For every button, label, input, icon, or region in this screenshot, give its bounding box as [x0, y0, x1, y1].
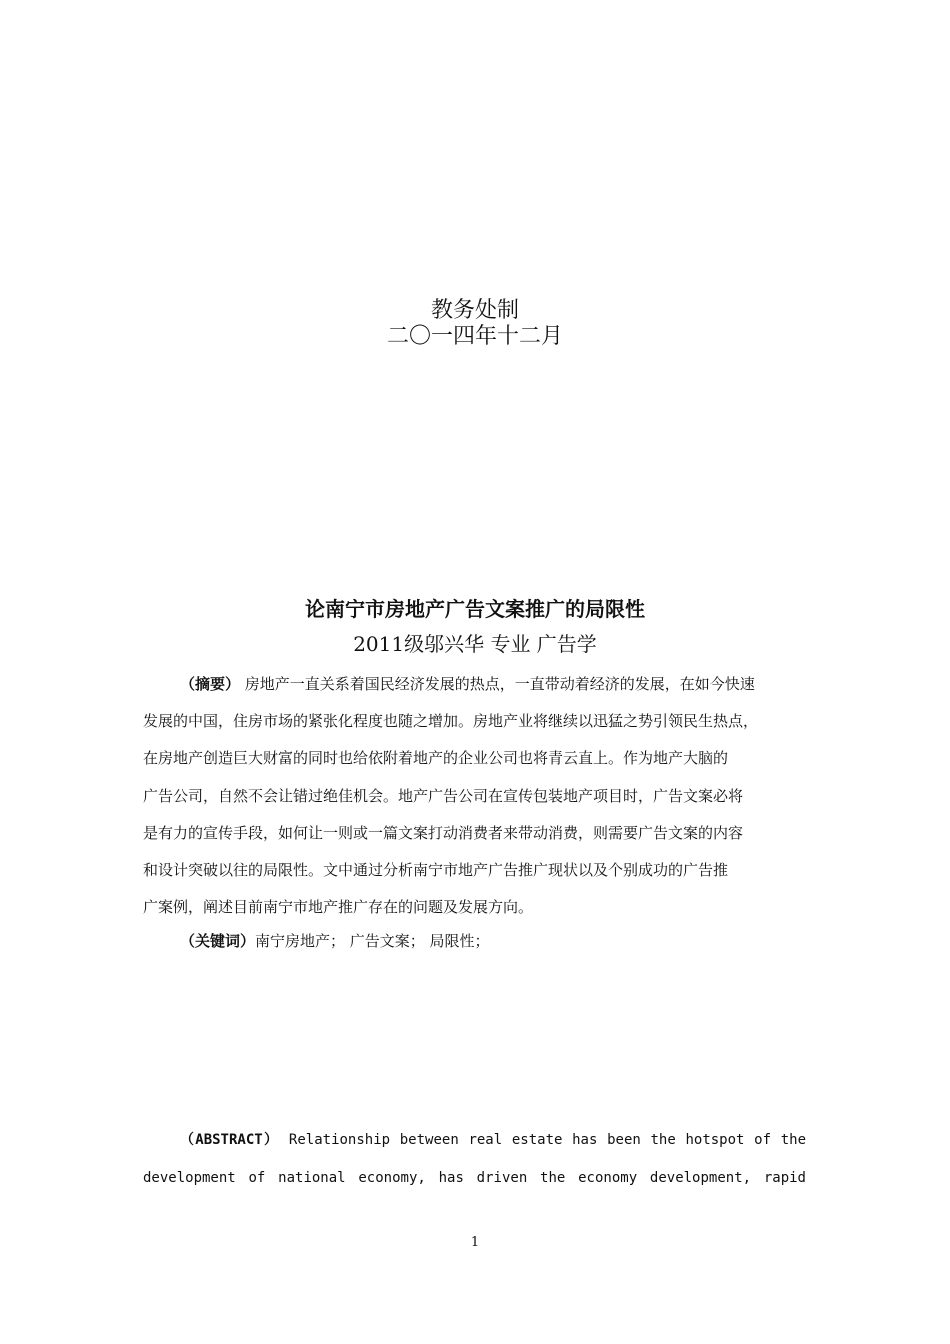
abstract-line: 广案例，阐述目前南宁市地产推广存在的问题及发展方向。 — [143, 898, 534, 916]
author-info: 2011级邬兴华 专业 广告学 — [353, 632, 597, 656]
keywords-line — [180, 931, 811, 951]
keywords-text: 南宁房地产； 广告文案； 局限性； — [255, 932, 490, 950]
abstract-label: （摘要） — [180, 675, 241, 693]
paper-title: 论南宁市房地产广告文案推广的局限性 — [305, 597, 645, 621]
keywords-label: （关键词） — [180, 932, 256, 950]
abstract-line — [180, 674, 811, 694]
english-abstract-line — [180, 1130, 806, 1150]
issue-date: 二〇一四年十二月 — [386, 324, 563, 349]
page-number: 1 — [470, 1235, 480, 1250]
abstract-text: 房地产一直关系着国民经济发展的热点，一直带动着经济的发展，在如今快速 — [240, 675, 755, 693]
abstract-line: 和设计突破以往的局限性。文中通过分析南宁市地产广告推广现状以及个别成功的广告推 — [143, 861, 729, 879]
abstract-line: 发展的中国，住房市场的紧张化程度也随之增加。房地产业将继续以迅猛之势引领民生热点， — [143, 712, 759, 730]
english-abstract-line: development of national economy, has driven the economy development, rapid — [143, 1170, 806, 1186]
issuing-department: 教务处制 — [430, 298, 519, 323]
english-abstract-label: （ABSTRACT） — [180, 1132, 280, 1148]
abstract-line: 广告公司，自然不会让错过绝佳机会。地产广告公司在宣传包装地产项目时，广告文案必将 — [143, 787, 744, 805]
english-abstract-text: Relationship between real estate has been the hotspot of the — [288, 1132, 806, 1148]
abstract-line: 在房地产创造巨大财富的同时也给依附着地产的企业公司也将青云直上。作为地产大脑的 — [143, 749, 729, 767]
abstract-line: 是有力的宣传手段，如何让一则或一篇文案打动消费者来带动消费，则需要广告文案的内容 — [143, 824, 744, 842]
